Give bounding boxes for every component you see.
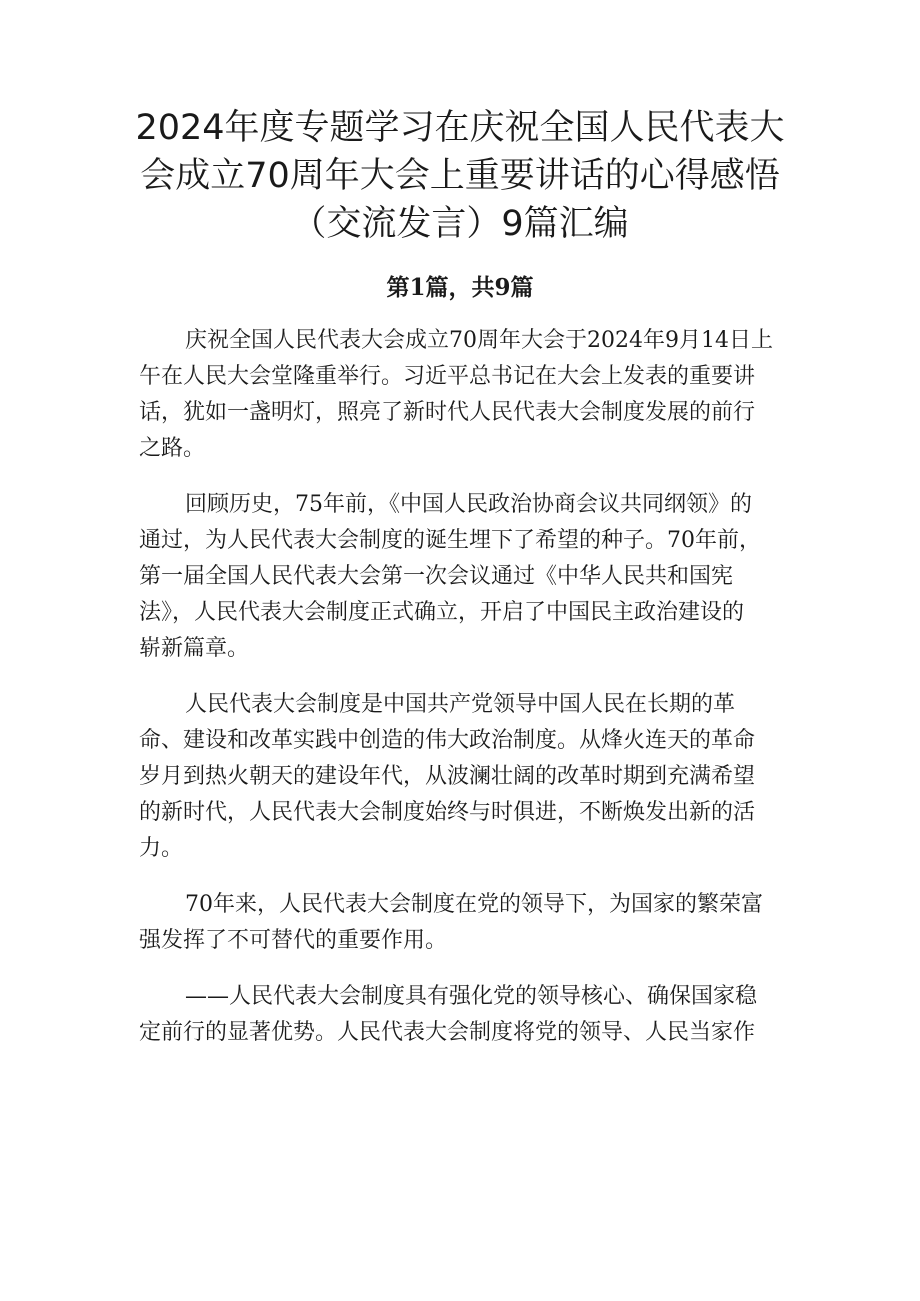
document-body <box>139 323 789 1071</box>
paragraph-3 <box>139 687 789 867</box>
document-title <box>0 104 920 248</box>
paragraph-line: ——人民代表大会制度具有强化党的领导核心、确保国家稳 <box>185 984 758 1009</box>
paragraph-line: 第一届全国人民代表大会第一次会议通过《中华人民共和国宪 <box>139 564 734 589</box>
paragraph-5 <box>139 979 789 1051</box>
paragraph-line: 的新时代，人民代表大会制度始终与时俱进，不断焕发出新的活 <box>139 800 756 825</box>
paragraph-2 <box>139 487 789 667</box>
paragraph-line: 回顾历史，75年前，《中国人民政治协商会议共同纲领》的 <box>185 492 752 517</box>
paragraph-line: 法》，人民代表大会制度正式确立，开启了中国民主政治建设的 <box>139 600 745 625</box>
paragraph-line: 午在人民大会堂隆重举行。习近平总书记在大会上发表的重要讲 <box>139 364 756 389</box>
paragraph-line: 定前行的显著优势。人民代表大会制度将党的领导、人民当家作 <box>139 1020 756 1045</box>
paragraph-line: 强发挥了不可替代的重要作用。 <box>139 928 448 953</box>
title-line: 会成立70周年大会上重要讲话的心得感悟 <box>140 156 780 196</box>
title-line: 2024年度专题学习在庆祝全国人民代表大 <box>135 108 785 148</box>
paragraph-line: 力。 <box>139 836 184 861</box>
paragraph-line: 70年来，人民代表大会制度在党的领导下，为国家的繁荣富 <box>185 892 763 917</box>
paragraph-4 <box>139 887 789 959</box>
paragraph-line: 命、建设和改革实践中创造的伟大政治制度。从烽火连天的革命 <box>139 728 756 753</box>
paragraph-line: 之路。 <box>139 436 206 461</box>
paragraph-line: 人民代表大会制度是中国共产党领导中国人民在长期的革 <box>185 692 736 717</box>
paragraph-line: 崭新篇章。 <box>139 636 250 661</box>
paragraph-line: 话，犹如一盏明灯，照亮了新时代人民代表大会制度发展的前行 <box>139 400 756 425</box>
paragraph-line: 岁月到热火朝天的建设年代，从波澜壮阔的改革时期到充满希望 <box>139 764 756 789</box>
paragraph-line: 庆祝全国人民代表大会成立70周年大会于2024年9月14日上 <box>185 328 773 353</box>
title-line: （交流发言）9篇汇编 <box>291 204 629 244</box>
paragraph-line: 通过，为人民代表大会制度的诞生埋下了希望的种子。70年前， <box>139 528 761 553</box>
part-indicator: 第1篇，共9篇 <box>386 274 534 301</box>
paragraph-1 <box>139 323 789 467</box>
